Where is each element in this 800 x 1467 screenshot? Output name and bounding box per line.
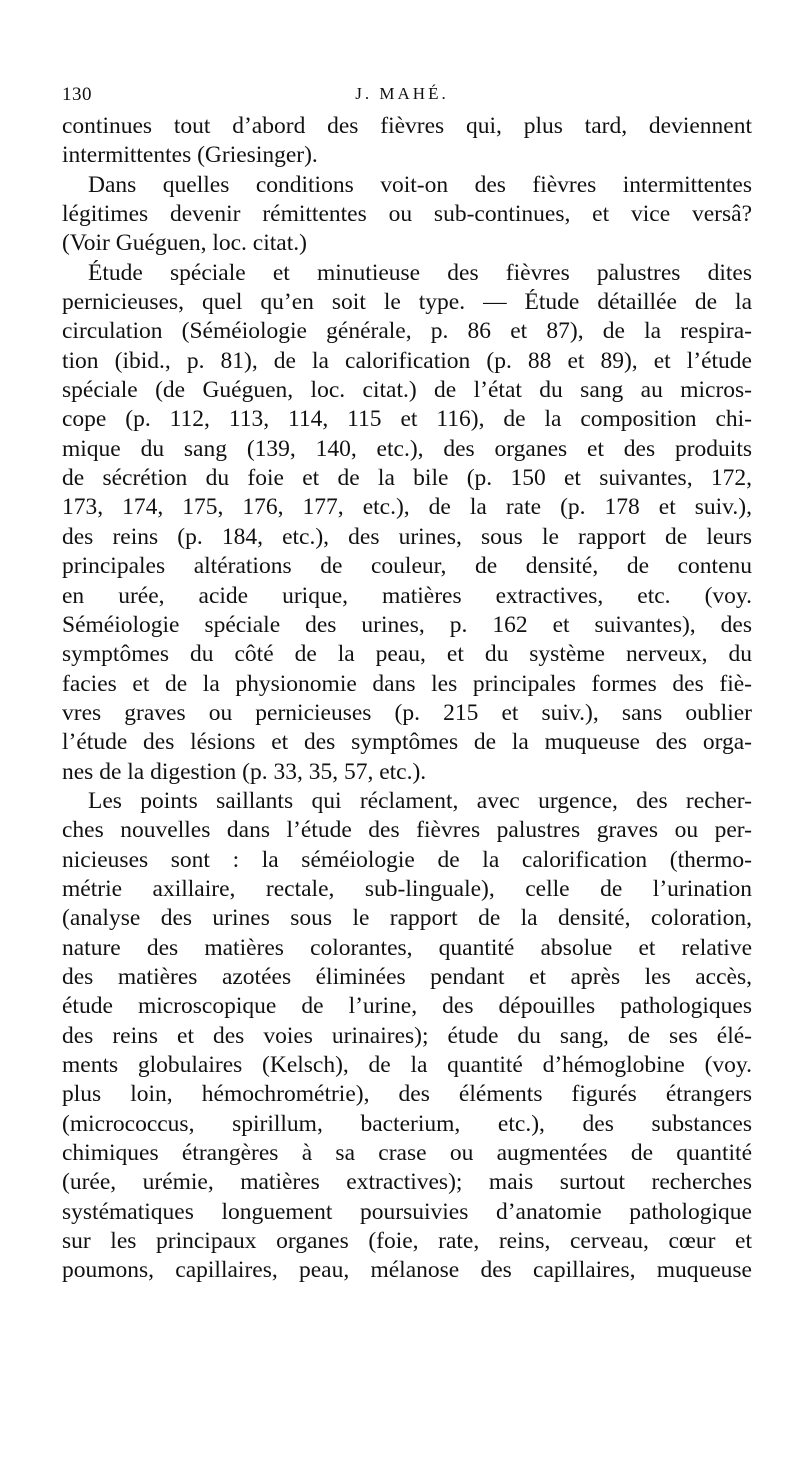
text-line: Dans quelles conditions voit-on des fièvres intermittentes bbox=[88, 171, 752, 198]
page-number: 130 bbox=[62, 84, 92, 105]
text-line: facies et de la physionomie dans les principales formes des fiè- bbox=[62, 670, 752, 697]
text-line: des matières azotées éliminées pendant et après les accès, bbox=[62, 963, 752, 990]
text-line: cope (p. 112, 113, 114, 115 et 116), de la composition chi- bbox=[62, 406, 752, 433]
text-line: (Voir Guéguen, loc. citat.) bbox=[62, 230, 307, 257]
text-line: chimiques étrangères à sa crase ou augmentées de quantité bbox=[62, 1140, 752, 1167]
text-line: 173, 174, 175, 176, 177, etc.), de la rate (p. 178 et suiv.), bbox=[62, 494, 752, 521]
text-line: symptômes du côté de la peau, et du système nerveux, du bbox=[62, 641, 752, 668]
text-line: circulation (Séméiologie générale, p. 86 et 87), de la respira- bbox=[62, 318, 752, 345]
text-line: spéciale (de Guéguen, loc. citat.) de l’état du sang au micros- bbox=[62, 377, 752, 404]
page-header bbox=[62, 84, 742, 112]
text-line: systématiques longuement poursuivies d’anatomie pathologique bbox=[62, 1198, 752, 1225]
text-line: nature des matières colorantes, quantité absolue et relative bbox=[62, 934, 752, 961]
text-line: Les points saillants qui réclament, avec urgence, des recher- bbox=[88, 787, 752, 814]
text-line: de sécrétion du foie et de la bile (p. 150 et suivantes, 172, bbox=[62, 465, 752, 492]
text-line: étude microscopique de l’urine, des dépouilles pathologiques bbox=[62, 993, 752, 1020]
text-line: pernicieuses, quel qu’en soit le type. — Étude détaillée de la bbox=[62, 289, 752, 316]
text-line: nes de la digestion (p. 33, 35, 57, etc.). bbox=[62, 758, 427, 785]
text-line: légitimes devenir rémittentes ou sub-continues, et vice versâ? bbox=[62, 201, 752, 228]
text-line: (urée, urémie, matières extractives); mais surtout recherches bbox=[62, 1169, 752, 1196]
body-text bbox=[62, 112, 752, 1286]
text-line: poumons, capillaires, peau, mélanose des capillaires, muqueuse bbox=[62, 1257, 752, 1284]
text-line: ches nouvelles dans l’étude des fièvres palustres graves ou per- bbox=[62, 817, 752, 844]
text-line: des reins et des voies urinaires); étude du sang, de ses élé- bbox=[62, 1022, 752, 1049]
text-line: principales altérations de couleur, de densité, de contenu bbox=[62, 553, 752, 580]
text-line: Étude spéciale et minutieuse des fièvres palustres dites bbox=[88, 259, 752, 286]
running-head: J. MAHÉ. bbox=[355, 84, 449, 103]
text-line: sur les principaux organes (foie, rate, reins, cerveau, cœur et bbox=[62, 1228, 752, 1255]
text-line: ments globulaires (Kelsch), de la quantité d’hémoglobine (voy. bbox=[62, 1052, 752, 1078]
text-line: (micrococcus, spirillum, bacterium, etc.), des substances bbox=[62, 1110, 752, 1137]
text-line: en urée, acide urique, matières extractives, etc. (voy. bbox=[62, 582, 752, 609]
text-line: vres graves ou pernicieuses (p. 215 et suiv.), sans oublier bbox=[62, 699, 752, 726]
text-line: l’étude des lésions et des symptômes de la muqueuse des orga- bbox=[62, 729, 752, 756]
text-line: des reins (p. 184, etc.), des urines, sous le rapport de leurs bbox=[62, 523, 752, 550]
text-line: Séméiologie spéciale des urines, p. 162 et suivantes), des bbox=[62, 611, 752, 638]
text-line: nicieuses sont : la séméiologie de la calorification (thermo- bbox=[62, 846, 752, 873]
text-line: intermittentes (Griesinger). bbox=[62, 142, 318, 169]
text-line: mique du sang (139, 140, etc.), des organes et des produits bbox=[62, 435, 752, 462]
text-line: (analyse des urines sous le rapport de la densité, coloration, bbox=[62, 905, 752, 932]
text-line: tion (ibid., p. 81), de la calorification (p. 88 et 89), et l’étude bbox=[62, 347, 752, 374]
text-line: plus loin, hémochrométrie), des éléments figurés étrangers bbox=[62, 1081, 752, 1108]
text-line: continues tout d’abord des fièvres qui, plus tard, deviennent bbox=[62, 113, 752, 139]
text-line: métrie axillaire, rectale, sub-linguale), celle de l’urination bbox=[62, 875, 752, 902]
